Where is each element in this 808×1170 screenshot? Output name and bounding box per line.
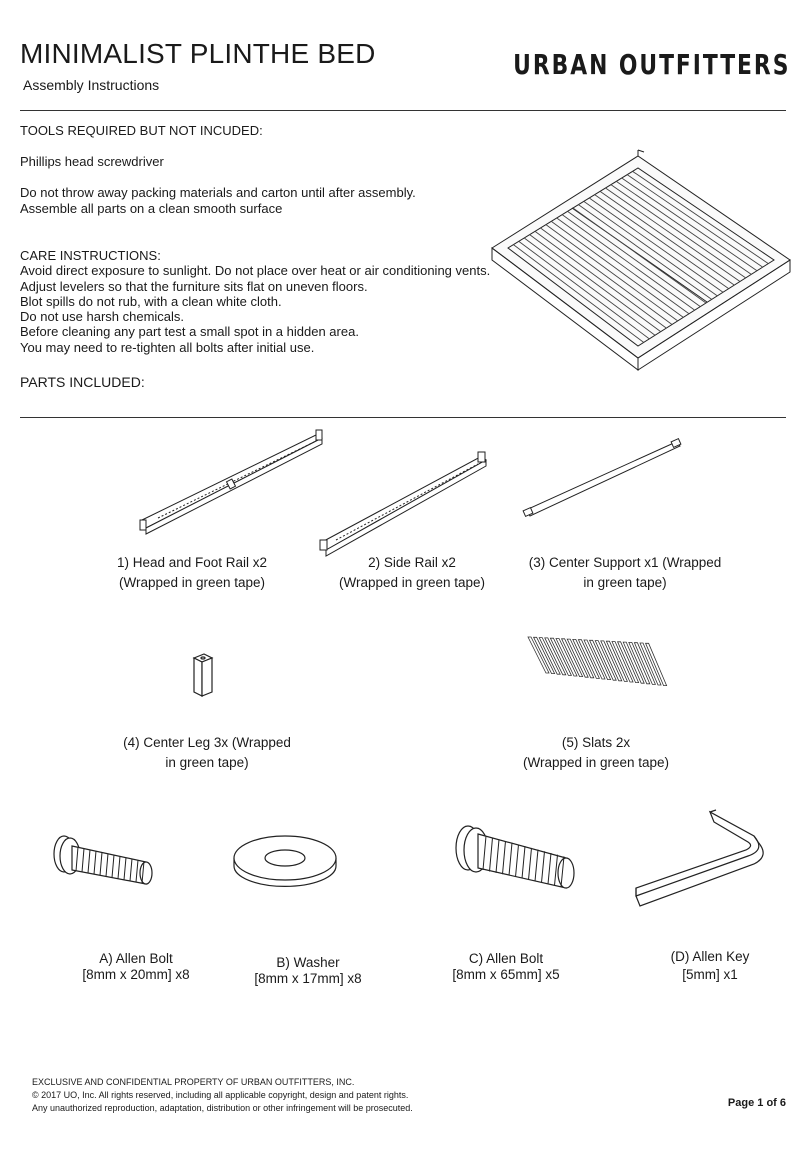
care-line: Blot spills do not rub, with a clean white cloth.	[20, 294, 282, 309]
head-foot-rail-illustration	[138, 428, 328, 538]
allen-bolt-short-illustration	[46, 826, 156, 896]
part-b-label-line1: B) Washer	[276, 955, 340, 970]
part-d-label-line1: (D) Allen Key	[670, 949, 750, 964]
part-4-label-line1: (4) Center Leg 3x (Wrapped	[123, 735, 291, 750]
tools-note: Do not throw away packing materials and carton until after assembly.	[20, 185, 416, 200]
care-heading: CARE INSTRUCTIONS:	[20, 248, 161, 263]
part-1-label-line2: (Wrapped in green tape)	[118, 575, 266, 590]
page-number: Page 1 of 6	[727, 1097, 786, 1109]
page-subtitle: Assembly Instructions	[23, 77, 160, 93]
allen-bolt-long-illustration	[448, 818, 578, 908]
care-line: You may need to re-tighten all bolts after initial use.	[20, 340, 315, 355]
care-line: Do not use harsh chemicals.	[20, 309, 185, 324]
part-c-label-line1: C) Allen Bolt	[468, 951, 544, 966]
brand-logo: URBAN OUTFITTERS	[512, 48, 790, 81]
allen-key-illustration	[630, 808, 780, 918]
part-1-label-line1: 1) Head and Foot Rail x2	[116, 555, 268, 570]
center-support-illustration	[520, 436, 690, 526]
part-2-label-line2: (Wrapped in green tape)	[338, 575, 486, 590]
parts-heading: PARTS INCLUDED:	[20, 374, 145, 390]
slats-illustration	[524, 633, 664, 703]
care-line: Avoid direct exposure to sunlight. Do not place over heat or air conditioning vents.	[20, 263, 491, 278]
part-3-label-line1: (3) Center Support x1 (Wrapped	[528, 555, 722, 570]
part-c-label-line2: [8mm x 65mm] x5	[452, 967, 560, 982]
tools-heading: TOOLS REQUIRED BUT NOT INCUDED:	[20, 123, 263, 138]
washer-illustration	[230, 828, 340, 888]
tools-item: Phillips head screwdriver	[20, 154, 164, 169]
care-line: Adjust levelers so that the furniture sits flat on uneven floors.	[20, 279, 368, 294]
part-4-label-line2: in green tape)	[165, 755, 249, 770]
part-a-label-line1: A) Allen Bolt	[99, 951, 173, 966]
part-a-label-line2: [8mm x 20mm] x8	[82, 967, 190, 982]
parts-divider	[20, 417, 786, 418]
part-b-label-line2: [8mm x 17mm] x8	[254, 971, 362, 986]
part-d-label-line2: [5mm] x1	[682, 967, 738, 982]
header-divider	[20, 110, 786, 111]
part-5-label-line2: (Wrapped in green tape)	[522, 755, 670, 770]
care-line: Before cleaning any part test a small spot in a hidden area.	[20, 324, 359, 339]
part-2-label-line1: 2) Side Rail x2	[368, 555, 456, 570]
side-rail-illustration	[318, 450, 498, 560]
part-5-label-line1: (5) Slats 2x	[561, 735, 631, 750]
tools-note: Assemble all parts on a clean smooth surface	[20, 201, 283, 216]
part-3-label-line2: in green tape)	[583, 575, 667, 590]
footer-warning: Any unauthorized reproduction, adaptation, distribution or other infringement will be prosecuted.	[32, 1103, 413, 1113]
center-leg-illustration	[188, 652, 218, 702]
page-title: MINIMALIST PLINTHE BED	[20, 38, 376, 69]
bed-illustration	[492, 150, 792, 370]
footer-confidential: EXCLUSIVE AND CONFIDENTIAL PROPERTY OF URBAN OUTFITTERS, INC.	[32, 1077, 355, 1087]
footer-copyright: © 2017 UO, Inc. All rights reserved, including all applicable copyright, design and patent rights.	[32, 1090, 409, 1100]
